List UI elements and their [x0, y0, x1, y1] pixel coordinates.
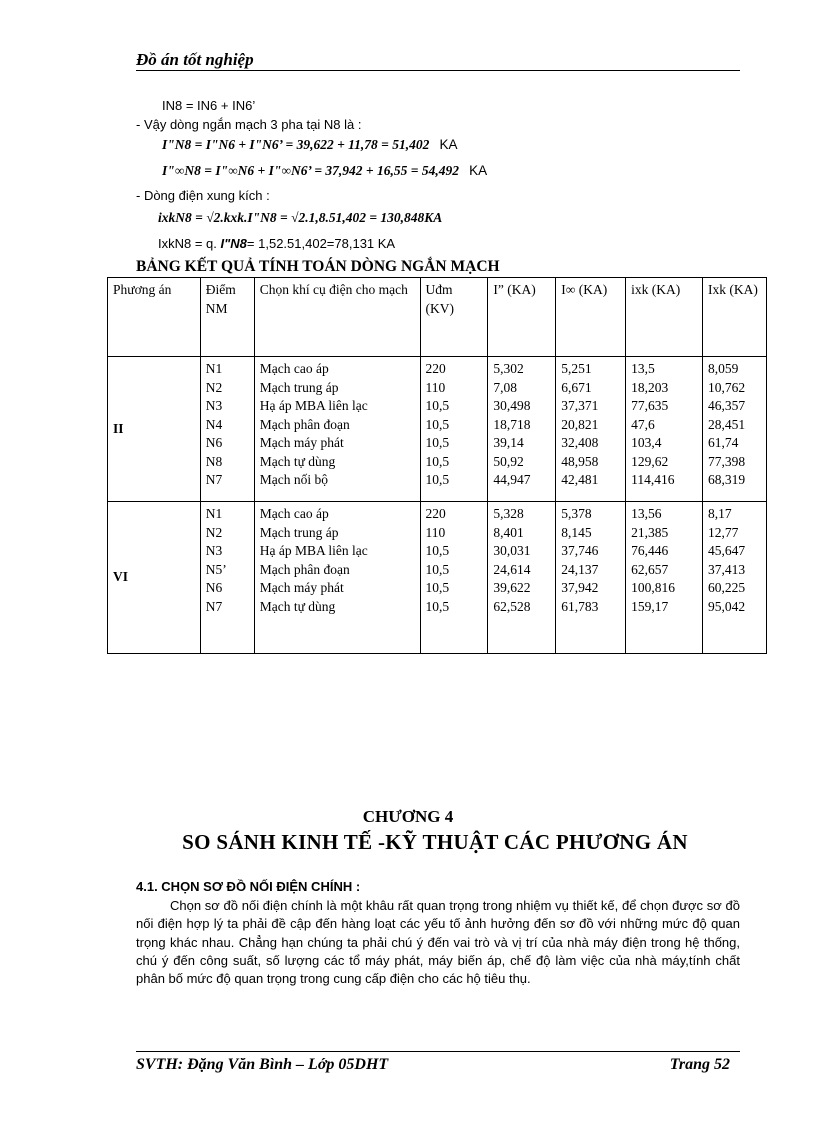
cell-value: N3	[205, 398, 223, 413]
cell-value: 220	[425, 506, 446, 521]
formula-steady-current	[162, 163, 487, 179]
cell-value: Hạ áp MBA liên lạc	[259, 543, 368, 558]
cell-value: Mạch tự dùng	[259, 453, 336, 469]
page-number: Trang 52	[669, 1056, 730, 1073]
cell-value: 13,56	[631, 506, 662, 521]
cell-value: 24,137	[561, 561, 599, 577]
cell-value: Mạch nối bộ	[259, 472, 328, 487]
ixk-peak-cell	[626, 357, 703, 502]
ixk-effective-cell	[703, 502, 767, 654]
col-header-steady: I∞ (KA)	[556, 278, 626, 357]
cell-value: N2	[205, 379, 223, 395]
cell-value: 129,62	[631, 453, 669, 469]
table-header-row	[108, 278, 767, 357]
cell-value: 50,92	[493, 453, 524, 469]
cell-value: 10,5	[425, 398, 450, 413]
table-row	[108, 502, 767, 654]
formula-initial-current	[162, 137, 457, 153]
cell-value: 10,5	[425, 416, 450, 432]
initial-current-cell	[488, 357, 556, 502]
cell-value: 10,5	[425, 580, 450, 595]
col-header-circuit: Chọn khí cụ điện cho mạch	[254, 278, 420, 357]
cell-value: 8,145	[561, 524, 592, 540]
cell-value: 44,947	[493, 472, 531, 487]
cell-value: 77,635	[631, 398, 669, 413]
cell-value: 110	[425, 524, 446, 540]
cell-value: 100,816	[631, 580, 676, 595]
cell-value: 12,77	[708, 524, 739, 540]
cell-value: Mạch tự dùng	[259, 598, 336, 614]
formula-impulse-current: ixkN8 = √2.kxk.I"N8 = √2.1,8.51,402 = 130,848KA	[158, 210, 443, 225]
cell-value: 32,408	[561, 435, 599, 450]
col-header-initial: I” (KA)	[488, 278, 556, 357]
cell-value: 10,5	[425, 543, 450, 558]
udm-cell	[420, 502, 488, 654]
cell-value: 159,17	[631, 598, 669, 614]
impulse-line: - Dòng điện xung kích :	[136, 188, 270, 203]
section-heading: 4.1. CHỌN SƠ ĐỒ NỐI ĐIỆN CHÍNH :	[136, 879, 361, 894]
cell-value: Mạch phân đoạn	[259, 416, 350, 432]
cell-value: N7	[205, 598, 223, 614]
cell-value: 62,657	[631, 561, 669, 577]
cell-value: 10,5	[425, 472, 450, 487]
cell-value: 30,031	[493, 543, 531, 558]
formula-impulse-effective-a: IxkN8 = q.	[158, 236, 217, 251]
table-row	[108, 357, 767, 502]
cell-value: 13,5	[631, 361, 655, 376]
formula-impulse-effective-c: = 1,52.51,402=78,131 KA	[246, 236, 396, 251]
cell-value: 103,4	[631, 435, 662, 450]
cell-value: 30,498	[493, 398, 531, 413]
cell-value: 37,746	[561, 543, 599, 558]
col-header-option: Phương án	[108, 278, 201, 357]
cell-value: 62,528	[493, 598, 531, 614]
equation-in8: IN8 = IN6 + IN6’	[162, 98, 256, 113]
cell-value: 110	[425, 379, 446, 395]
cell-value: 37,371	[561, 398, 599, 413]
cell-value: N6	[205, 435, 223, 450]
cell-value: 10,762	[708, 379, 746, 395]
chapter-number: CHƯƠNG 4	[362, 807, 454, 826]
cell-value: N3	[205, 543, 223, 558]
cell-value: 68,319	[708, 472, 746, 487]
cell-value: 39,14	[493, 435, 524, 450]
cell-value: N5’	[205, 561, 227, 577]
col-header-point: Điểm NM	[200, 278, 254, 357]
cell-value: 37,413	[708, 561, 746, 577]
cell-value: 5,251	[561, 361, 592, 376]
cell-value: 6,671	[561, 379, 592, 395]
cell-value: 8,17	[708, 506, 732, 521]
cell-value: 77,398	[708, 453, 746, 469]
formula-impulse-effective	[158, 236, 395, 251]
col-header-ixk-peak: ixk (KA)	[626, 278, 703, 357]
cell-value: 114,416	[631, 472, 675, 487]
formula-steady-current-unit: KA	[469, 163, 488, 178]
cell-value: 48,958	[561, 453, 599, 469]
points-cell	[200, 502, 254, 654]
option-label: II	[108, 357, 201, 502]
formula-impulse-effective-b: I"N8	[220, 236, 247, 251]
cell-value: 7,08	[493, 379, 517, 395]
cell-value: 76,446	[631, 543, 669, 558]
cell-value: N8	[205, 453, 223, 469]
cell-value: 21,385	[631, 524, 669, 540]
col-header-ixk-effective: Ixk (KA)	[703, 278, 767, 357]
cell-value: 20,821	[561, 416, 599, 432]
cell-value: 5,378	[561, 506, 592, 521]
cell-value: 46,357	[708, 398, 746, 413]
cell-value: 28,451	[708, 416, 746, 432]
cell-value: N7	[205, 472, 223, 487]
cell-value: 10,5	[425, 561, 450, 577]
cell-value: Mạch trung áp	[259, 379, 339, 395]
cell-value: 8,059	[708, 361, 739, 376]
cell-value: N4	[205, 416, 223, 432]
cell-value: N2	[205, 524, 223, 540]
cell-value: 42,481	[561, 472, 599, 487]
cell-value: Mạch máy phát	[259, 435, 344, 450]
cell-value: Hạ áp MBA liên lạc	[259, 398, 368, 413]
ixk-peak-cell	[626, 502, 703, 654]
cell-value: N1	[205, 506, 223, 521]
footer-divider	[136, 1051, 740, 1052]
cell-value: 10,5	[425, 435, 450, 450]
steady-current-cell	[556, 502, 626, 654]
cell-value: 47,6	[631, 416, 655, 432]
cell-value: 18,203	[631, 379, 669, 395]
cell-value: 18,718	[493, 416, 531, 432]
table-title: BẢNG KẾT QUẢ TÍNH TOÁN DÒNG NGẮN MẠCH	[136, 258, 500, 275]
formula-initial-current-expr: I"N8 = I"N6 + I"N6’ = 39,622 + 11,78 = 51,402	[162, 137, 430, 152]
page-header: Đồ án tốt nghiệp	[136, 50, 254, 69]
header-divider	[136, 70, 740, 71]
udm-cell	[420, 357, 488, 502]
results-table	[107, 277, 767, 654]
cell-value: Mạch trung áp	[259, 524, 339, 540]
formula-initial-current-unit: KA	[439, 137, 458, 152]
points-cell	[200, 357, 254, 502]
cell-value: 95,042	[708, 598, 746, 614]
initial-current-cell	[488, 502, 556, 654]
formula-steady-current-expr: I"∞N8 = I"∞N6 + I"∞N6’ = 37,942 + 16,55 = 54,492	[162, 163, 459, 178]
col-header-udm: Uđm (KV)	[420, 278, 488, 357]
cell-value: N6	[205, 580, 223, 595]
section-paragraph: Chọn sơ đồ nối điện chính là một khâu rất quan trọng trong nhiệm vụ thiết kế, để chọn được sơ đồ nối điện hợp lý ta phải đề cập đến hàng loạt các yếu tố ảnh hưởng đến sơ đồ với những mức độ quan trọng khác nhau. Chẳng hạn chúng ta phải chú ý đến vai trò và vị trí của nhà máy điện trong hệ thống, chú ý đến công suất, số lượng các tổ máy phát, máy biến áp, chế độ làm việc của nhà máy,tính chất phân bố mức độ quan trọng trong cung cấp điện cho các hộ tiêu thụ.	[136, 898, 740, 987]
cell-value: Mạch cao áp	[259, 361, 329, 376]
cell-value: Mạch cao áp	[259, 506, 329, 521]
cell-value: 37,942	[561, 580, 599, 595]
option-label: VI	[108, 502, 201, 654]
cell-value: 39,622	[493, 580, 531, 595]
cell-value: 24,614	[493, 561, 531, 577]
ixk-effective-cell	[703, 357, 767, 502]
cell-value: 220	[425, 361, 446, 376]
cell-value: N1	[205, 361, 223, 376]
cell-value: 5,328	[493, 506, 524, 521]
cell-value: 45,647	[708, 543, 746, 558]
circuits-cell	[254, 357, 420, 502]
cell-value: 61,783	[561, 598, 599, 614]
footer-author: SVTH: Đặng Văn Bình – Lớp 05DHT	[136, 1056, 389, 1073]
cell-value: 10,5	[425, 598, 450, 614]
cell-value: Mạch máy phát	[259, 580, 344, 595]
cell-value: 61,74	[708, 435, 739, 450]
steady-current-cell	[556, 357, 626, 502]
circuits-cell	[254, 502, 420, 654]
cell-value: 5,302	[493, 361, 524, 376]
cell-value: 10,5	[425, 453, 450, 469]
cell-value: 8,401	[493, 524, 524, 540]
chapter-title: SO SÁNH KINH TẾ -KỸ THUẬT CÁC PHƯƠNG ÁN	[182, 830, 688, 854]
intro-line: - Vậy dòng ngắn mạch 3 pha tại N8 là :	[136, 117, 362, 132]
cell-value: Mạch phân đoạn	[259, 561, 350, 577]
cell-value: 60,225	[708, 580, 746, 595]
